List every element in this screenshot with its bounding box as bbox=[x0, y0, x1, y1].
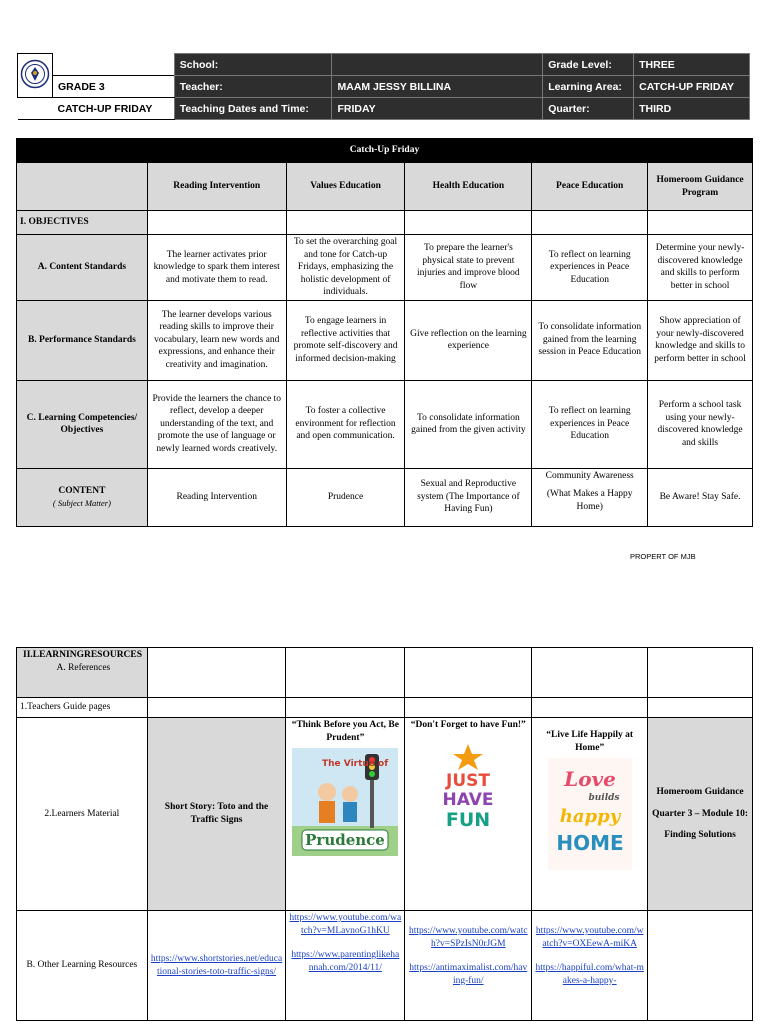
lm-health-title: “Don't Forget to have Fun!” bbox=[410, 720, 526, 730]
just-have-fun-image bbox=[418, 742, 518, 834]
fun-word-3: FUN bbox=[446, 808, 491, 831]
deped-seal-icon bbox=[18, 54, 53, 98]
col-header-values: Values Education bbox=[286, 163, 405, 211]
prudence-image-word: Prudence bbox=[305, 831, 386, 850]
link-youtube-fun[interactable]: https://www.youtube.com/watch?v=SPzIsN0rJGM bbox=[408, 926, 528, 949]
home-word-4: HOME bbox=[556, 831, 624, 856]
content-homeroom: Be Aware! Stay Safe. bbox=[648, 468, 753, 526]
header-spacer bbox=[52, 54, 174, 76]
cs-homeroom: Determine your newly-discovered knowledge and skills to perform better in school bbox=[648, 235, 753, 301]
learning-resources-label: II.LEARNINGRESOURCES bbox=[23, 650, 143, 660]
grade-level-label: Grade Level: bbox=[543, 54, 634, 76]
cs-health: To prepare the learner's physical state to prevent injuries and improve blood flow bbox=[405, 235, 532, 301]
performance-standards-label: B. Performance Standards bbox=[17, 300, 148, 380]
content-label: CONTENT bbox=[58, 486, 106, 497]
lm-homeroom-cell bbox=[648, 718, 753, 911]
content-peace-cell bbox=[532, 468, 648, 526]
lm-homeroom-line-2: Quarter 3 – Module 10: bbox=[652, 808, 748, 819]
other-homeroom-cell bbox=[648, 911, 753, 1021]
school-label: School: bbox=[174, 54, 332, 76]
learning-area-label: Learning Area: bbox=[543, 76, 634, 98]
lm-peace-cell bbox=[532, 718, 648, 911]
teacher-value: MAAM JESSY BILLINA bbox=[332, 76, 543, 98]
link-happiful[interactable]: https://happiful.com/what-makes-a-happy- bbox=[535, 963, 644, 986]
col-header-health: Health Education bbox=[405, 163, 532, 211]
grade-title: GRADE 3 bbox=[52, 76, 174, 98]
cs-reading: The learner activates prior knowledge to spark them interest and motivate them to read. bbox=[147, 235, 286, 301]
love-builds-happy-home-image bbox=[548, 758, 632, 870]
content-reading: Reading Intervention bbox=[147, 468, 286, 526]
subject-matter-label: ( Subject Matter) bbox=[52, 497, 111, 508]
content-values: Prudence bbox=[286, 468, 405, 526]
lc-health: To consolidate information gained from the given activity bbox=[405, 380, 532, 468]
ps-reading: The learner develops various reading skills to improve their vocabulary, learn new words and expressions, and enhance their creativity and imagination. bbox=[147, 300, 286, 380]
fun-word-1: JUST bbox=[446, 770, 491, 791]
header-table bbox=[17, 53, 750, 120]
lc-reading: Provide the learners the chance to reflect, develop a deeper understanding of the text, and promote the use of language or newly learned words creatively. bbox=[147, 380, 286, 468]
lm-values-cell bbox=[286, 718, 405, 911]
lc-homeroom: Perform a school task using your newly-discovered knowledge and skills bbox=[648, 380, 753, 468]
grade-level-value: THREE bbox=[634, 54, 750, 76]
other-values-cell bbox=[286, 911, 405, 1021]
quarter-label: Quarter: bbox=[543, 98, 634, 120]
prudence-book-image bbox=[292, 748, 398, 856]
corner-cell bbox=[17, 163, 148, 211]
col-header-reading: Reading Intervention bbox=[147, 163, 286, 211]
dates-label: Teaching Dates and Time: bbox=[174, 98, 332, 120]
link-youtube-prudence[interactable]: https://www.youtube.com/watch?v=MLavnoG1hKU bbox=[289, 913, 402, 936]
home-word-2: builds bbox=[588, 793, 620, 804]
learners-material-label: 2.Learners Material bbox=[17, 718, 148, 911]
lm-values-title: “Think Before you Act, Be Prudent” bbox=[291, 720, 399, 743]
lc-values: To foster a collective environment for reflection and open communication. bbox=[286, 380, 405, 468]
other-health-cell bbox=[405, 911, 532, 1021]
content-label-cell bbox=[17, 468, 148, 526]
resources-label-cell bbox=[17, 648, 148, 698]
objectives-label: I. OBJECTIVES bbox=[17, 211, 148, 235]
teachers-guide-label: 1.Teachers Guide pages bbox=[17, 698, 148, 718]
learning-area-value: CATCH-UP FRIDAY bbox=[634, 76, 750, 98]
dates-value: FRIDAY bbox=[332, 98, 543, 120]
col-header-peace: Peace Education bbox=[532, 163, 648, 211]
program-title: CATCH-UP FRIDAY bbox=[18, 98, 175, 120]
references-label: A. References bbox=[56, 662, 111, 673]
home-word-3: happy bbox=[559, 806, 620, 828]
link-shortstories[interactable]: https://www.shortstories.net/educational-stories-toto-traffic-signs/ bbox=[150, 953, 283, 977]
other-resources-label: B. Other Learning Resources bbox=[17, 911, 148, 1021]
lm-homeroom-line-1: Homeroom Guidance bbox=[656, 787, 744, 798]
content-standards-label: A. Content Standards bbox=[17, 235, 148, 301]
page-footer: PROPERT OF MJB bbox=[630, 552, 696, 561]
catch-up-friday-banner: Catch-Up Friday bbox=[17, 139, 753, 163]
col-header-homeroom: Homeroom Guidance Program bbox=[648, 163, 753, 211]
lm-health-cell bbox=[405, 718, 532, 911]
cs-peace: To reflect on learning experiences in Peace Education bbox=[532, 235, 648, 301]
other-reading-cell bbox=[147, 911, 286, 1021]
content-health: Sexual and Reproductive system (The Importance of Having Fun) bbox=[405, 468, 532, 526]
quarter-value: THIRD bbox=[634, 98, 750, 120]
ps-health: Give reflection on the learning experience bbox=[405, 300, 532, 380]
lm-homeroom-line-3: Finding Solutions bbox=[664, 830, 736, 841]
teacher-label: Teacher: bbox=[174, 76, 332, 98]
link-parentinglikehannah[interactable]: https://www.parentinglikehannah.com/2014/11/ bbox=[291, 950, 400, 973]
lm-peace-title: “Live Life Happily at Home” bbox=[546, 730, 634, 753]
competencies-label: C. Learning Competencies/ Objectives bbox=[17, 380, 148, 468]
home-word-1: Love bbox=[563, 767, 616, 792]
ps-homeroom: Show appreciation of your newly-discovered knowledge and skills to perform better in school bbox=[648, 300, 753, 380]
ps-peace: To consolidate information gained from the learning session in Peace Education bbox=[532, 300, 648, 380]
content-peace-extra: (What Makes a Happy Home) bbox=[546, 489, 633, 512]
cs-values: To set the overarching goal and tone for Catch-up Fridays, emphasizing the holistic development of individuals. bbox=[286, 235, 405, 301]
link-antimaximalist[interactable]: https://antimaximalist.com/having-fun/ bbox=[409, 963, 528, 986]
link-youtube-home[interactable]: https://www.youtube.com/watch?v=OXEewA-miKA bbox=[535, 926, 644, 949]
school-value bbox=[332, 54, 543, 76]
content-peace: Community Awareness bbox=[545, 470, 634, 481]
prudence-image-top-text: The Virtue of bbox=[322, 759, 389, 770]
fun-word-2: HAVE bbox=[442, 789, 494, 810]
other-peace-cell bbox=[532, 911, 648, 1021]
objectives-table bbox=[16, 138, 753, 527]
lm-reading: Short Story: Toto and the Traffic Signs bbox=[147, 718, 286, 911]
resources-table bbox=[16, 647, 753, 1021]
ps-values: To engage learners in reflective activities that promote self-discovery and informed decision-making bbox=[286, 300, 405, 380]
lc-peace: To reflect on learning experiences in Peace Education bbox=[532, 380, 648, 468]
